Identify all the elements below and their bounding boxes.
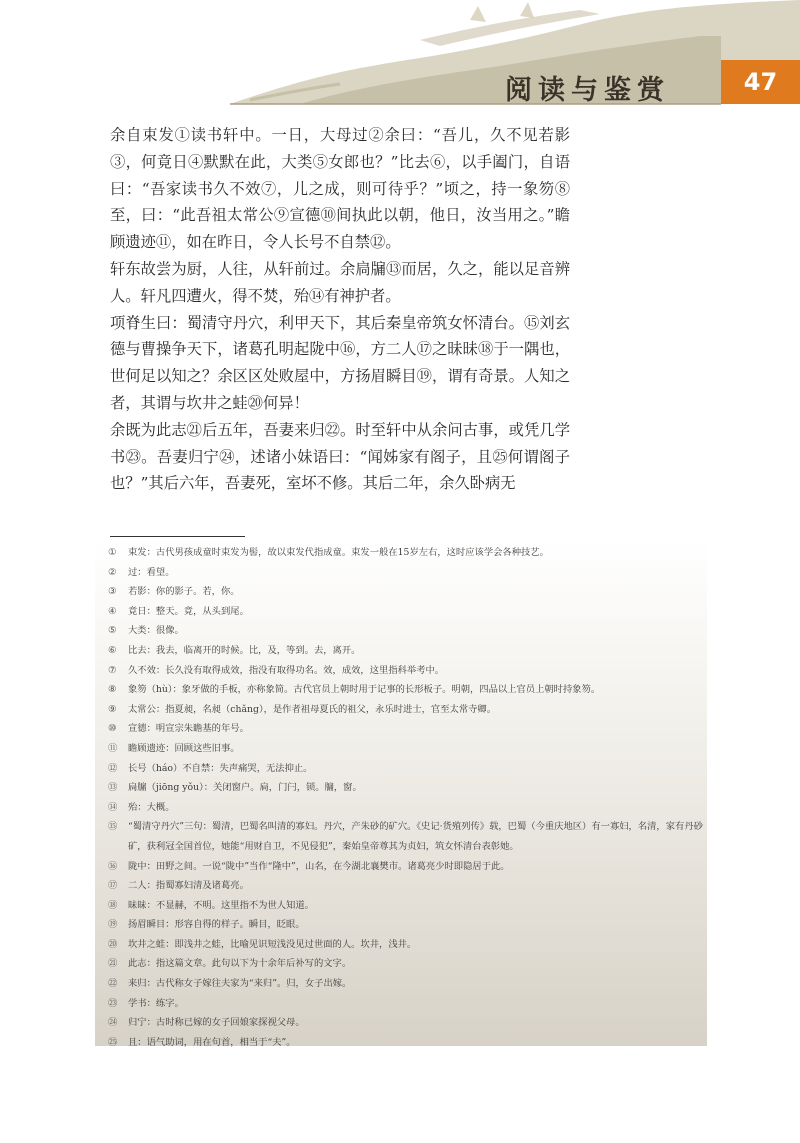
paragraph: 余既为此志㉑后五年，吾妻来归㉒。时至轩中从余问古事，或凭几学书㉓。吾妻归宁㉔，述诸小妹语曰：“闻姊家有阁子，且㉕何谓阁子也？”其后六年，吾妻死，室坏不修。其后二年，余久卧病无 [110, 420, 570, 493]
footnote-text: 大类：很像。 [128, 625, 184, 637]
footnote-item [108, 700, 706, 720]
footnote-text: 比去：我去，临离开的时候。比，及，等到。去，离开。 [128, 644, 361, 656]
footnote-text: 学书：练字。 [128, 997, 184, 1009]
paragraph: 轩东故尝为厨，人往，从轩前过。余扃牖⑬而居，久之，能以足音辨人。轩凡四遭火，得不焚，殆⑭有神护者。 [110, 259, 570, 305]
footnote-marker: ⑦ [108, 664, 117, 676]
footnote-item [108, 994, 706, 1014]
footnote-text: 太常公：指夏昶，名昶（chǎng），是作者祖母夏氏的祖父，永乐时进士，官至太常寺卿。 [128, 703, 497, 715]
footnote-text: 且：语气助词，用在句首，相当于“夫”。 [128, 1036, 296, 1048]
footnote-marker: ⑮ [108, 821, 118, 833]
footnote-item [108, 739, 706, 759]
footnote-text: 二人：指蜀寡妇清及诸葛亮。 [128, 880, 249, 892]
footnote-text: 过：看望。 [128, 566, 175, 578]
footnote-item [108, 915, 706, 935]
footnote-item [108, 543, 706, 563]
footnote-marker: ⑲ [108, 919, 118, 931]
footnote-text: “蜀清守丹穴”三句：蜀清，巴蜀名叫清的寡妇。丹穴，产朱砂的矿穴。《史记·货殖列传》载，巴蜀（今重庆地区）有一寡妇，名清，家有丹砂矿，获利冠全国首位，她能“用财自卫，不见侵犯”，秦始皇帝尊其为贞妇，筑女怀清台表彰她。 [128, 821, 703, 852]
footnote-marker: ⑥ [108, 644, 117, 656]
footnote-item [108, 876, 706, 896]
footnote-item [108, 817, 706, 856]
footnote-item [108, 778, 706, 798]
footnote-item [108, 582, 706, 602]
footnote-marker: ⑬ [108, 782, 118, 794]
footnote-marker: ㉔ [108, 1017, 118, 1029]
footnote-item [108, 661, 706, 681]
footnote-text: 长号（háo）不自禁：失声痛哭，无法抑止。 [128, 762, 313, 774]
footnote-marker: ④ [108, 605, 117, 617]
footnote-text: 昧昧：不显赫，不明。这里指不为世人知道。 [128, 899, 314, 911]
footnote-marker: ⑱ [108, 899, 118, 911]
footnote-marker: ① [108, 547, 117, 558]
page-number-badge [721, 60, 800, 104]
footnote-list [108, 543, 706, 1052]
footnote-text: 若影：你的影子。若，你。 [128, 586, 240, 598]
footnote-marker: ⑭ [108, 801, 118, 813]
footnote-item [108, 719, 706, 739]
footnote-marker: ⑯ [108, 860, 118, 872]
footnote-text: 扬眉瞬目：形容自得的样子。瞬目，眨眼。 [128, 919, 305, 931]
main-text [110, 122, 570, 497]
footnote-item [108, 935, 706, 955]
footnote-text: 此志：指这篇文章。此句以下为十余年后补写的文字。 [128, 958, 352, 970]
footnote-item [108, 857, 706, 877]
footnote-marker: ㉓ [108, 997, 118, 1009]
paragraph: 余自束发①读书轩中。一日，大母过②余曰：“吾儿，久不见若影③，何竟日④默默在此，大类⑤女郎也？”比去⑥，以手阖门，自语曰：“吾家读书久不效⑦，儿之成，则可待乎？”顷之，持一象笏⑧至，曰：“此吾祖太常公⑨宣德⑩间执此以朝，他日，汝当用之。”瞻顾遗迹⑪，如在昨日，令人长号不自禁⑫。 [110, 126, 570, 252]
footnote-marker: ㉑ [108, 958, 118, 970]
footnote-item [108, 621, 706, 641]
footnote-marker: ⑫ [108, 762, 118, 774]
footnote-text: 坎井之蛙：即浅井之蛙，比喻见识短浅没见过世面的人。坎井，浅井。 [128, 938, 417, 950]
footnote-text: 象笏（hù）：象牙做的手板，亦称象简。古代官员上朝时用于记事的长形板子。明朝，四品以上官员上朝时持象笏。 [128, 684, 601, 696]
footnote-text: 殆：大概。 [128, 801, 175, 813]
page-number: 47 [743, 68, 778, 96]
paragraph: 项脊生曰：蜀清守丹穴，利甲天下，其后秦皇帝筑女怀清台。⑮刘玄德与曹操争天下，诸葛孔明起陇中⑯，方二人⑰之昧昧⑱于一隅也，世何足以知之？余区区处败屋中，方扬眉瞬目⑲，谓有奇景。人知之者，其谓与坎井之蛙⑳何异！ [110, 313, 570, 412]
footnote-marker: ⑪ [108, 742, 118, 754]
footnote-marker: ⑳ [108, 938, 118, 950]
footnote-marker: ⑨ [108, 703, 117, 715]
footnote-text: 瞻顾遗迹：回顾这些旧事。 [128, 742, 240, 754]
footnote-item [108, 954, 706, 974]
footnote-marker: ㉕ [108, 1036, 118, 1048]
footnote-marker: ⑩ [108, 723, 117, 735]
footnote-marker: ③ [108, 586, 117, 598]
section-title: 阅读与鉴赏 [505, 75, 670, 106]
footnote-marker: ⑰ [108, 880, 118, 892]
footnote-marker: ㉒ [108, 978, 118, 990]
footnote-item [108, 974, 706, 994]
footnote-text: 久不效：长久没有取得成效，指没有取得功名。效，成效，这里指科举考中。 [128, 664, 445, 676]
footnote-item [108, 1033, 706, 1053]
footnote-item [108, 1013, 706, 1033]
footnote-marker: ⑧ [108, 684, 117, 696]
footnote-text: 陇中：田野之间。一说“陇中”当作“隆中”，山名，在今湖北襄樊市。诸葛亮少时即隐居于此。 [128, 860, 510, 872]
footnote-item [108, 563, 706, 583]
footnote-text: 扃牖（jiōng yǒu）：关闭窗户。扃，门闩，锁。牖，窗。 [128, 782, 362, 794]
footnote-item [108, 680, 706, 700]
footnote-item [108, 896, 706, 916]
footnote-text: 束发：古代男孩成童时束发为髻，故以束发代指成童。束发一般在15岁左右，这时应该学会各种技艺。 [128, 547, 549, 558]
footnote-item [108, 602, 706, 622]
footnote-text: 竟日：整天。竟，从头到尾。 [128, 605, 249, 617]
footnote-text: 归宁：古时称已嫁的女子回娘家探视父母。 [128, 1017, 305, 1029]
footnote-item [108, 759, 706, 779]
footnote-text: 来归：古代称女子嫁往夫家为“来归”。归，女子出嫁。 [128, 978, 352, 990]
footnote-marker: ② [108, 566, 117, 578]
footnote-item [108, 798, 706, 818]
footnote-item [108, 641, 706, 661]
footnote-marker: ⑤ [108, 625, 117, 637]
footnote-text: 宣德：明宣宗朱瞻基的年号。 [128, 723, 249, 735]
footnote-divider [110, 536, 245, 537]
